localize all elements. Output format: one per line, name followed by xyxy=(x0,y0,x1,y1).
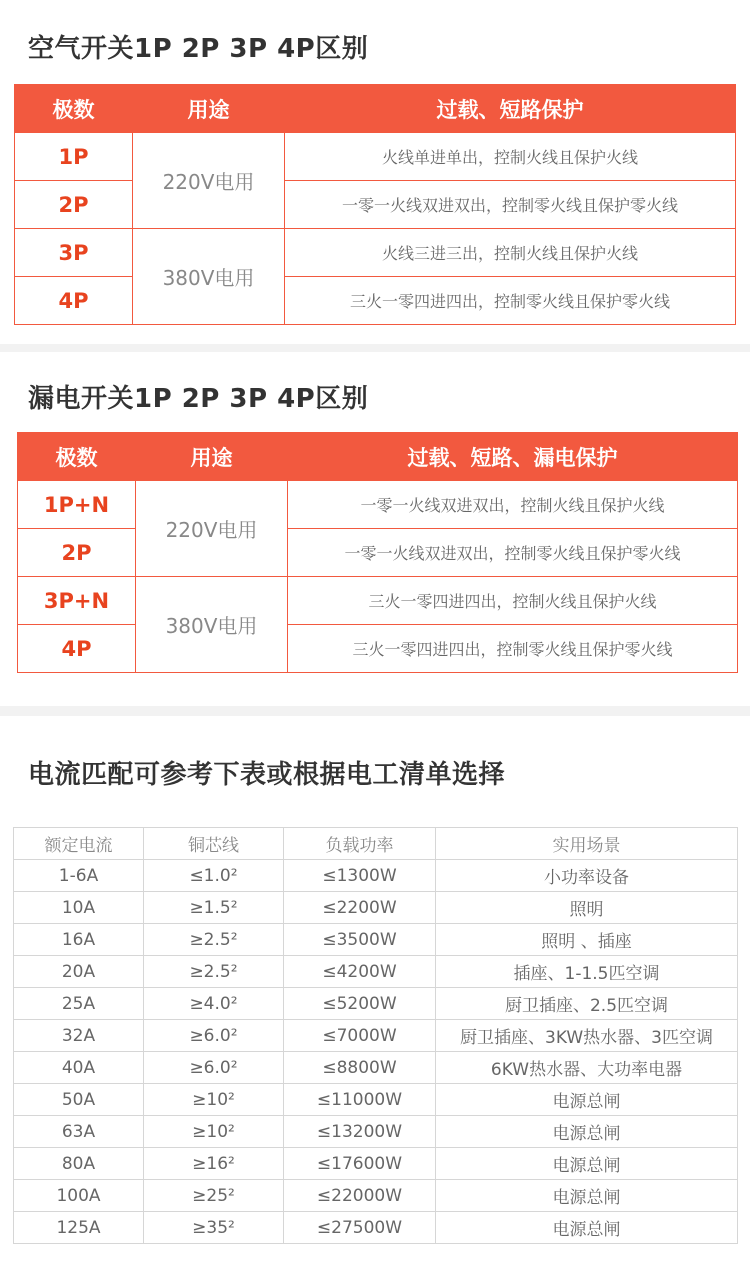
usage-scenario-cell: 电源总闸 xyxy=(436,1084,738,1116)
usage-cell: 380V电用 xyxy=(133,229,285,325)
usage-scenario-cell: 电源总闸 xyxy=(436,1116,738,1148)
current-matching-title: 电流匹配可参考下表或根据电工清单选择 xyxy=(28,760,506,790)
table-row xyxy=(18,625,738,673)
rated-current-cell: 100A xyxy=(14,1180,144,1212)
protection-cell: 三火一零四进四出，控制零火线且保护零火线 xyxy=(285,277,736,325)
rated-current-cell: 16A xyxy=(14,924,144,956)
pole-cell: 3P xyxy=(15,229,133,277)
table-row xyxy=(15,229,736,277)
copper-wire-cell: ≥1.5² xyxy=(144,892,284,924)
pole-cell: 3P+N xyxy=(18,577,136,625)
copper-wire-cell: ≥2.5² xyxy=(144,924,284,956)
protection-cell: 一零一火线双进双出，控制火线且保护火线 xyxy=(288,481,738,529)
usage-scenario-cell: 电源总闸 xyxy=(436,1148,738,1180)
usage-scenario-cell: 电源总闸 xyxy=(436,1212,738,1244)
header-load-power: 负载功率 xyxy=(284,828,436,860)
usage-scenario-cell: 照明 、插座 xyxy=(436,924,738,956)
copper-wire-cell: ≥6.0² xyxy=(144,1052,284,1084)
usage-cell: 380V电用 xyxy=(136,577,288,673)
air-switch-table xyxy=(14,84,736,325)
pole-cell: 1P+N xyxy=(18,481,136,529)
table-row xyxy=(14,988,738,1020)
table-header-row xyxy=(18,433,738,481)
header-poles: 极数 xyxy=(15,85,133,133)
table-header-row xyxy=(15,85,736,133)
load-power-cell: ≤7000W xyxy=(284,1020,436,1052)
header-protection: 过载、短路、漏电保护 xyxy=(288,433,738,481)
copper-wire-cell: ≥2.5² xyxy=(144,956,284,988)
copper-wire-cell: ≥6.0² xyxy=(144,1020,284,1052)
load-power-cell: ≤13200W xyxy=(284,1116,436,1148)
pole-cell: 4P xyxy=(15,277,133,325)
table-row xyxy=(14,1020,738,1052)
protection-cell: 三火一零四进四出，控制零火线且保护零火线 xyxy=(288,625,738,673)
table-row xyxy=(15,133,736,181)
load-power-cell: ≤5200W xyxy=(284,988,436,1020)
protection-cell: 三火一零四进四出，控制火线且保护火线 xyxy=(288,577,738,625)
copper-wire-cell: ≥25² xyxy=(144,1180,284,1212)
rated-current-cell: 63A xyxy=(14,1116,144,1148)
usage-scenario-cell: 照明 xyxy=(436,892,738,924)
rated-current-cell: 32A xyxy=(14,1020,144,1052)
table-row xyxy=(14,860,738,892)
pole-cell: 2P xyxy=(15,181,133,229)
table-row xyxy=(18,481,738,529)
rated-current-cell: 1-6A xyxy=(14,860,144,892)
table-row xyxy=(14,1212,738,1244)
rated-current-cell: 80A xyxy=(14,1148,144,1180)
current-matching-section xyxy=(0,716,750,1286)
load-power-cell: ≤4200W xyxy=(284,956,436,988)
header-poles: 极数 xyxy=(18,433,136,481)
table-row xyxy=(14,1180,738,1212)
leakage-switch-table xyxy=(17,432,738,673)
copper-wire-cell: ≥35² xyxy=(144,1212,284,1244)
protection-cell: 火线三进三出，控制火线且保护火线 xyxy=(285,229,736,277)
table-row xyxy=(14,892,738,924)
table-row xyxy=(14,1116,738,1148)
usage-scenario-cell: 厨卫插座、2.5匹空调 xyxy=(436,988,738,1020)
usage-scenario-cell: 插座、1-1.5匹空调 xyxy=(436,956,738,988)
header-usage: 用途 xyxy=(133,85,285,133)
pole-cell: 4P xyxy=(18,625,136,673)
table-row xyxy=(14,1084,738,1116)
copper-wire-cell: ≤1.0² xyxy=(144,860,284,892)
copper-wire-cell: ≥10² xyxy=(144,1116,284,1148)
protection-cell: 一零一火线双进双出，控制零火线且保护零火线 xyxy=(288,529,738,577)
rated-current-cell: 40A xyxy=(14,1052,144,1084)
load-power-cell: ≤17600W xyxy=(284,1148,436,1180)
leakage-switch-title: 漏电开关1P 2P 3P 4P区别 xyxy=(28,384,369,414)
header-rated-current: 额定电流 xyxy=(14,828,144,860)
header-protection: 过载、短路保护 xyxy=(285,85,736,133)
usage-scenario-cell: 6KW热水器、大功率电器 xyxy=(436,1052,738,1084)
table-row xyxy=(15,181,736,229)
header-usage: 用途 xyxy=(136,433,288,481)
rated-current-cell: 50A xyxy=(14,1084,144,1116)
load-power-cell: ≤8800W xyxy=(284,1052,436,1084)
load-power-cell: ≤27500W xyxy=(284,1212,436,1244)
rated-current-cell: 125A xyxy=(14,1212,144,1244)
header-copper-wire: 铜芯线 xyxy=(144,828,284,860)
usage-scenario-cell: 厨卫插座、3KW热水器、3匹空调 xyxy=(436,1020,738,1052)
load-power-cell: ≤3500W xyxy=(284,924,436,956)
header-usage-scenario: 实用场景 xyxy=(436,828,738,860)
load-power-cell: ≤2200W xyxy=(284,892,436,924)
air-switch-title: 空气开关1P 2P 3P 4P区别 xyxy=(28,34,369,64)
load-power-cell: ≤1300W xyxy=(284,860,436,892)
current-matching-table xyxy=(13,827,738,1244)
table-row xyxy=(18,529,738,577)
rated-current-cell: 10A xyxy=(14,892,144,924)
copper-wire-cell: ≥16² xyxy=(144,1148,284,1180)
usage-scenario-cell: 电源总闸 xyxy=(436,1180,738,1212)
table-row xyxy=(14,956,738,988)
leakage-switch-section xyxy=(0,352,750,706)
copper-wire-cell: ≥10² xyxy=(144,1084,284,1116)
rated-current-cell: 25A xyxy=(14,988,144,1020)
usage-cell: 220V电用 xyxy=(136,481,288,577)
air-switch-section xyxy=(0,0,750,344)
pole-cell: 2P xyxy=(18,529,136,577)
table-row xyxy=(14,1148,738,1180)
load-power-cell: ≤11000W xyxy=(284,1084,436,1116)
table-row xyxy=(14,924,738,956)
copper-wire-cell: ≥4.0² xyxy=(144,988,284,1020)
protection-cell: 一零一火线双进双出，控制零火线且保护零火线 xyxy=(285,181,736,229)
table-header-row xyxy=(14,828,738,860)
table-row xyxy=(15,277,736,325)
load-power-cell: ≤22000W xyxy=(284,1180,436,1212)
table-row xyxy=(18,577,738,625)
protection-cell: 火线单进单出，控制火线且保护火线 xyxy=(285,133,736,181)
usage-scenario-cell: 小功率设备 xyxy=(436,860,738,892)
pole-cell: 1P xyxy=(15,133,133,181)
rated-current-cell: 20A xyxy=(14,956,144,988)
usage-cell: 220V电用 xyxy=(133,133,285,229)
table-row xyxy=(14,1052,738,1084)
